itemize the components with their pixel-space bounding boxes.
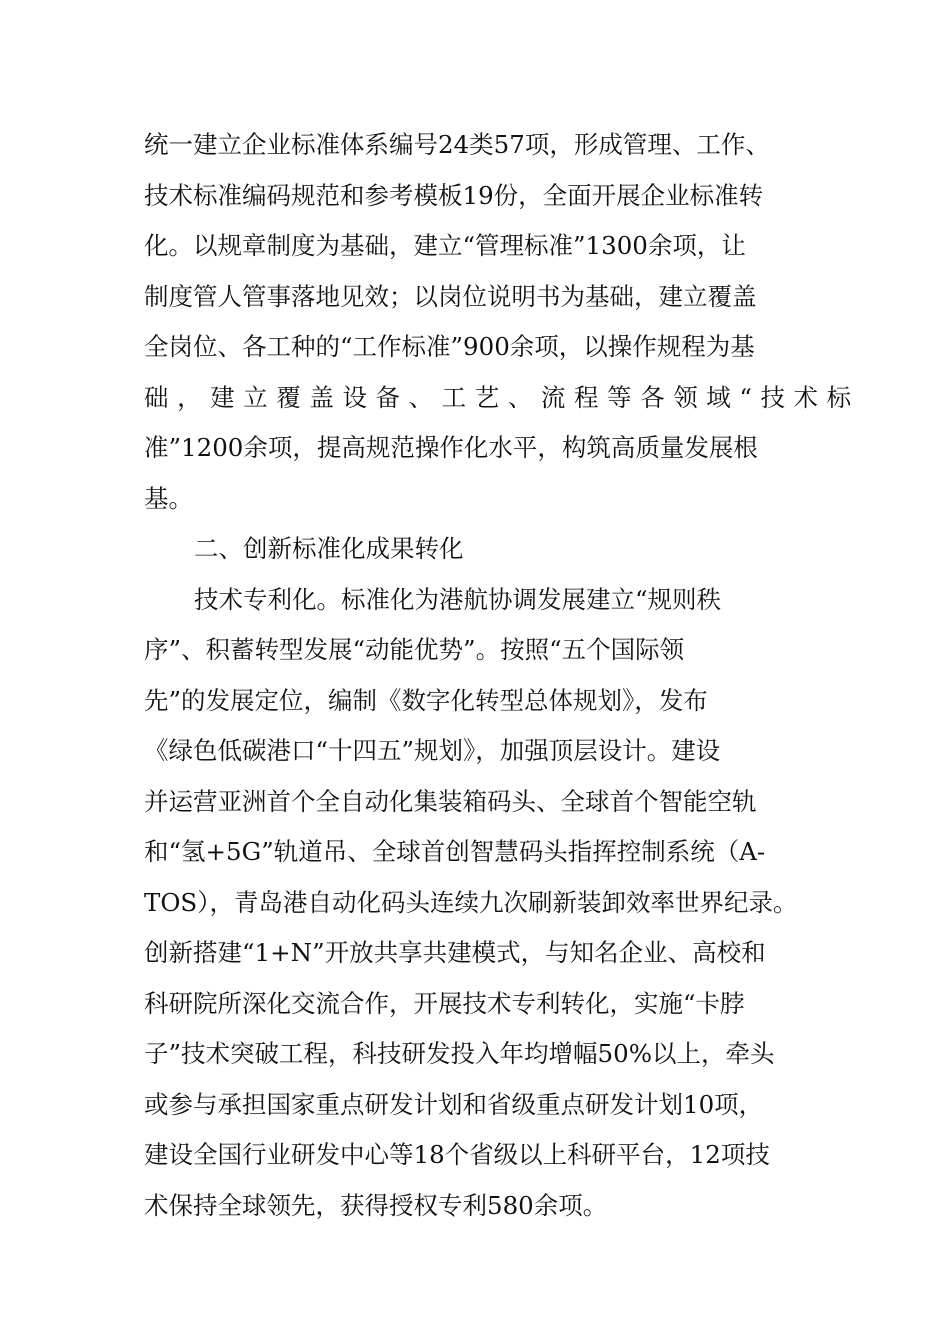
paragraph-line: 技术标准编码规范和参考模板19份，全面开展企业标准转: [144, 180, 764, 210]
paragraph-line: 术保持全球领先，获得授权专利580余项。: [144, 1190, 608, 1220]
paragraph-line: 先”的发展定位，编制《数字化转型总体规划》，发布: [144, 685, 708, 715]
paragraph-line: 或参与承担国家重点研发计划和省级重点研发计划10项，: [144, 1089, 764, 1119]
section-heading: 二、创新标准化成果转化: [194, 534, 464, 563]
paragraph-line: 建设全国行业研发中心等18个省级以上科研平台，12项技: [144, 1140, 770, 1169]
paragraph-line: 创新搭建“1+N”开放共享共建模式，与知名企业、高校和: [144, 938, 766, 967]
paragraph-line: 科研院所深化交流合作，开展技术专利转化，实施“卡脖: [144, 988, 745, 1018]
paragraph-line: 基。: [144, 483, 193, 513]
paragraph-line: 并运营亚洲首个全自动化集装箱码头、全球首个智能空轨: [144, 786, 757, 816]
paragraph-line: TOS），青岛港自动化码头连续九次刷新装卸效率世界纪录。: [144, 887, 798, 917]
paragraph-line: 准”1200余项，提高规范操作化水平，构筑高质量发展根: [144, 433, 758, 462]
paragraph-line: 和“氢+5G”轨道吊、全球首创智慧码头指挥控制系统（A-: [144, 837, 766, 866]
paragraph-line: 序”、积蓄转型发展“动能优势”。按照“五个国际领: [144, 635, 685, 664]
document-body: [144, 120, 860, 1231]
paragraph-line: 子”技术突破工程，科技研发投入年均增幅50%以上，牵头: [144, 1039, 775, 1068]
paragraph-line: 化。以规章制度为基础，建立“管理标准”1300余项，让: [144, 231, 746, 260]
paragraph-line: 《绿色低碳港口“十四五”规划》，加强顶层设计。建设: [144, 736, 721, 765]
paragraph-line: 统一建立企业标准体系编号24类57项，形成管理、工作、: [144, 130, 770, 159]
paragraph-line: 制度管人管事落地见效；以岗位说明书为基础，建立覆盖: [144, 281, 757, 311]
paragraph-line: 础，建立覆盖设备、工艺、流程等各领域“技术标: [144, 382, 860, 412]
paragraph-line: 技术专利化。标准化为港航协调发展建立“规则秩: [194, 584, 722, 614]
paragraph-line: 全岗位、各工种的“工作标准”900余项，以操作规程为基: [144, 332, 755, 361]
